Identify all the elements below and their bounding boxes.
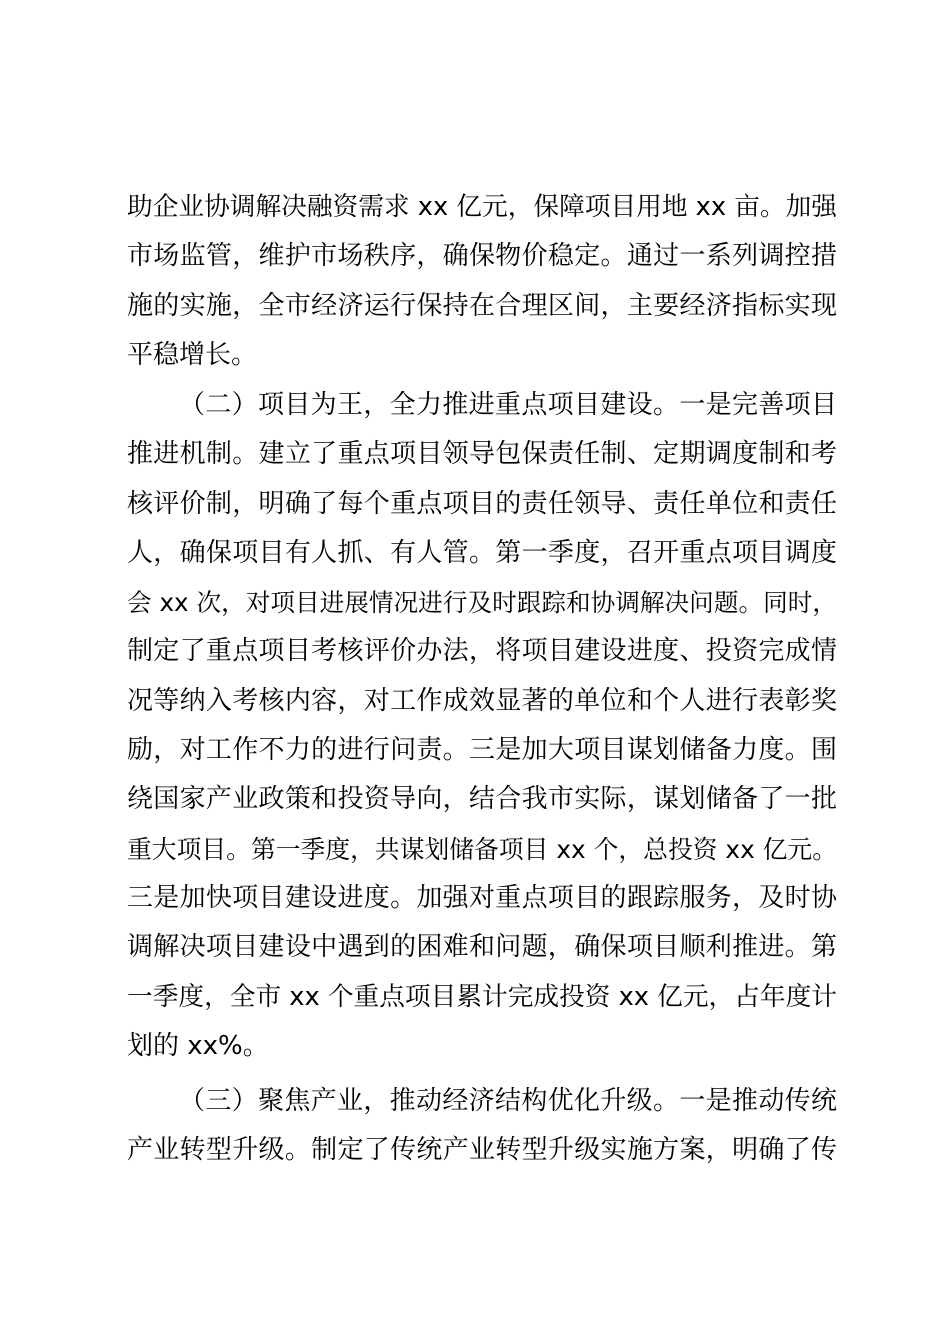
text-line: 划的 xx%。 bbox=[127, 1030, 269, 1061]
text-line: 会 xx 次，对项目进展情况进行及时跟踪和协调解决问题。同时， bbox=[127, 588, 837, 618]
text-line: 市场监管，维护市场秩序，确保物价稳定。通过一系列调控措 bbox=[127, 241, 837, 272]
text-line: 调解决项目建设中遇到的困难和问题，确保项目顺利推进。第 bbox=[127, 932, 837, 963]
text-line: 制定了重点项目考核评价办法，将项目建设进度、投资完成情 bbox=[127, 636, 837, 667]
text-line: 平稳增长。 bbox=[127, 339, 258, 370]
paragraph-industry-upgrade bbox=[127, 1077, 837, 1176]
text-line: 人，确保项目有人抓、有人管。第一季度，召开重点项目调度 bbox=[127, 537, 837, 568]
text-line: 况等纳入考核内容，对工作成效显著的单位和个人进行表彰奖 bbox=[127, 685, 837, 716]
text-line: 助企业协调解决融资需求 xx 亿元，保障项目用地 xx 亩。加强 bbox=[127, 192, 837, 222]
text-line: 励，对工作不力的进行问责。三是加大项目谋划储备力度。围 bbox=[127, 735, 837, 766]
text-line: 施的实施，全市经济运行保持在合理区间，主要经济指标实现 bbox=[127, 290, 837, 321]
text-line: 核评价制，明确了每个重点项目的责任领导、责任单位和责任 bbox=[127, 488, 837, 519]
text-line: 一季度，全市 xx 个重点项目累计完成投资 xx 亿元，占年度计 bbox=[127, 981, 837, 1012]
text-line: 三是加快项目建设进度。加强对重点项目的跟踪服务，及时协 bbox=[127, 882, 837, 913]
text-line: （二）项目为王，全力推进重点项目建设。一是完善项目 bbox=[179, 390, 837, 420]
text-line: 推进机制。建立了重点项目领导包保责任制、定期调度制和考 bbox=[127, 439, 837, 470]
paragraph-financing-market bbox=[127, 183, 837, 380]
text-line: 重大项目。第一季度，共谋划储备项目 xx 个，总投资 xx 亿元。 bbox=[127, 834, 837, 864]
text-line: 绕国家产业政策和投资导向，结合我市实际，谋划储备了一批 bbox=[127, 784, 837, 815]
text-line: （三）聚焦产业，推动经济结构优化升级。一是推动传统 bbox=[179, 1086, 837, 1116]
paragraph-key-projects bbox=[127, 381, 837, 1071]
text-line: 产业转型升级。制定了传统产业转型升级实施方案，明确了传 bbox=[127, 1135, 837, 1166]
